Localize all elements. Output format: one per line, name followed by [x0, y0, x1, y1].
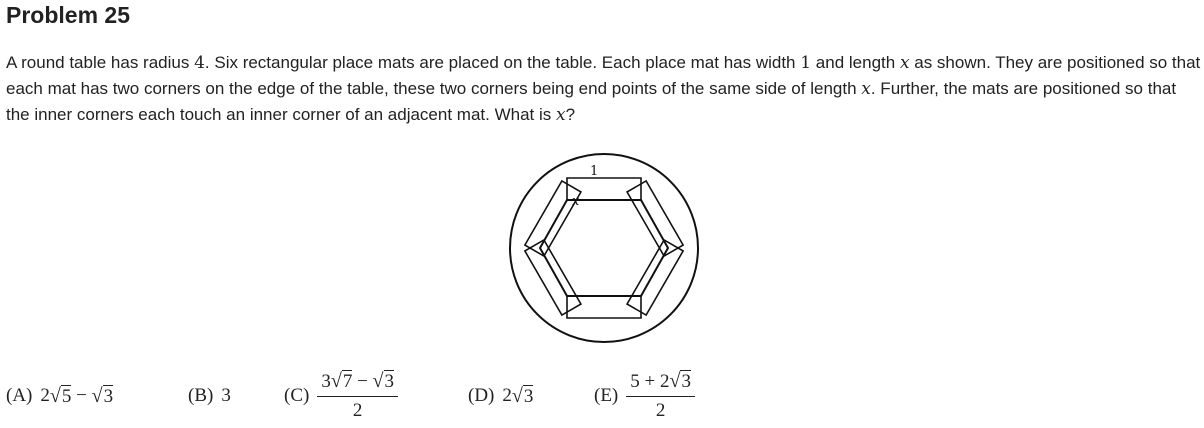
choice-b[interactable] [188, 364, 231, 428]
variable-x: x [555, 105, 566, 125]
choice-label: (B) [188, 385, 214, 406]
choice-value: 3 [221, 385, 231, 406]
plus-sign: + [639, 371, 660, 392]
label-one: 1 [590, 164, 599, 179]
sqrt-expression: √3 [372, 370, 395, 392]
sqrt-expression: √3 [669, 370, 691, 392]
fraction-numerator [317, 370, 398, 397]
fraction-numerator [626, 370, 695, 397]
label-x: x [572, 194, 580, 209]
statement-text-6: ? [565, 105, 576, 124]
radicand: 3 [103, 385, 114, 407]
choice-coefficient: 3 [321, 371, 331, 392]
width-value: 1 [800, 53, 812, 73]
choice-label: (A) [6, 385, 33, 406]
mat-bottom-right [627, 240, 683, 315]
statement-text-4: as shown. They are positioned so that each mat has two corners on the edge of the table, these two corners being end points of the same side of length [6, 53, 1201, 98]
sqrt-expression: √3 [511, 384, 534, 407]
sqrt-expression: √3 [91, 384, 114, 407]
choice-d[interactable] [468, 364, 533, 428]
table-figure [504, 148, 704, 348]
statement-text-2: . Six rectangular place mats are placed on the table. Each place mat has width [204, 53, 801, 72]
mat-top-right [627, 181, 683, 256]
radicand: 3 [384, 371, 395, 392]
fraction-denominator: 2 [655, 400, 666, 421]
choice-label: (E) [594, 385, 619, 406]
minus-sign: − [71, 385, 92, 406]
minus-sign: − [352, 371, 373, 392]
answer-choices [6, 364, 1196, 428]
statement-text-1: A round table has radius [6, 53, 195, 72]
statement-text-3: and length [811, 53, 900, 72]
problem-title: Problem 25 [6, 2, 130, 28]
radius-value: 4 [194, 53, 205, 73]
table-circle [510, 154, 698, 342]
choice-label: (C) [284, 385, 310, 406]
radicand: 3 [523, 385, 534, 407]
sqrt-expression: √5 [49, 384, 72, 407]
inner-hexagon [540, 200, 668, 296]
choice-label: (D) [468, 385, 495, 406]
variable-x: x [861, 79, 871, 99]
sqrt-expression: √7 [330, 370, 353, 392]
numerator-constant: 5 [630, 371, 640, 392]
fraction [317, 370, 398, 422]
variable-x: x [899, 53, 910, 73]
statement-text-5: . Further, the mats are positioned so that the inner corners each touch an inner corner of an adjacent mat. What is [6, 79, 1177, 124]
fraction-denominator: 2 [352, 400, 363, 421]
choice-coefficient: 2 [659, 371, 670, 392]
radicand: 5 [61, 385, 72, 407]
radicand: 3 [681, 371, 691, 392]
choice-coefficient: 2 [40, 385, 50, 406]
choice-c[interactable] [284, 364, 398, 428]
mat-bottom-left [525, 240, 581, 315]
fraction [626, 370, 695, 422]
choice-a[interactable] [6, 364, 113, 428]
problem-statement [6, 50, 1202, 128]
choice-coefficient: 2 [502, 385, 512, 406]
radicand: 7 [342, 371, 353, 392]
choice-e[interactable] [594, 364, 695, 428]
mat-top-left [525, 181, 581, 256]
